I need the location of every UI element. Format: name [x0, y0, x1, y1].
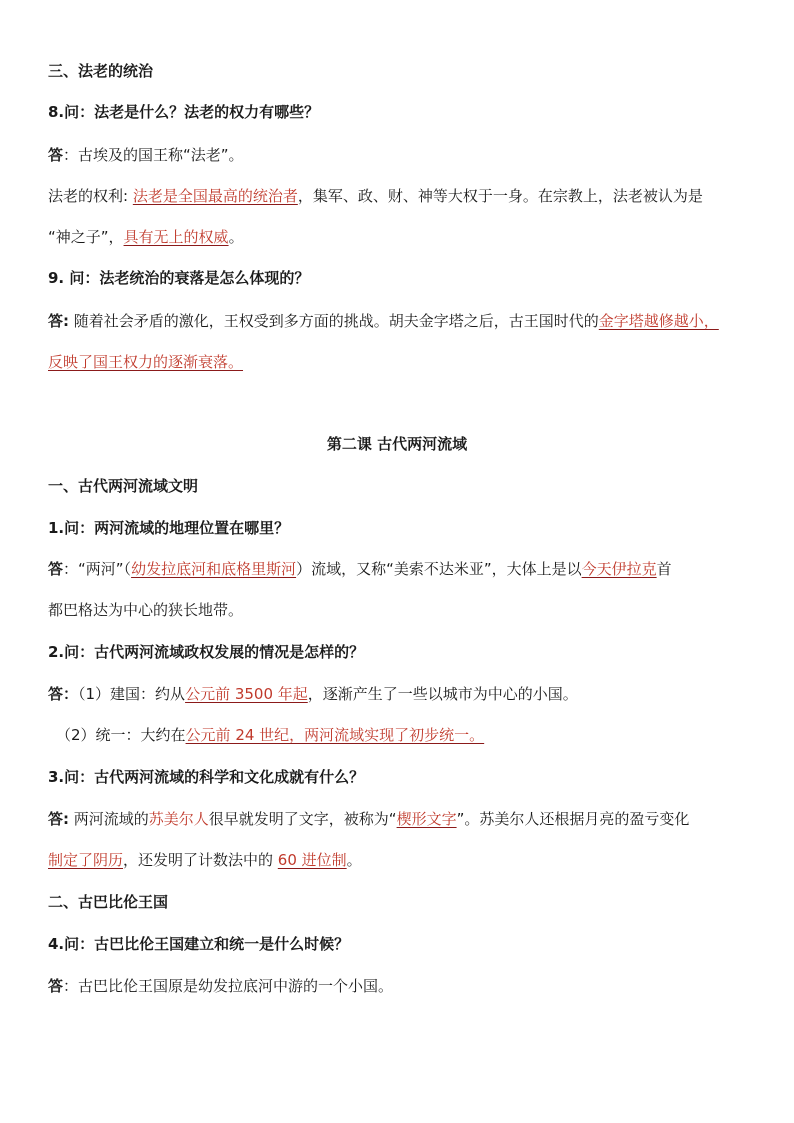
- answer-text: 两河流域的: [69, 810, 149, 828]
- question-3: 3.问：古代两河流域的科学和文化成就有什么？: [48, 768, 365, 786]
- key-point: 公元前 3500 年起: [185, 685, 308, 703]
- answer-text: 。: [228, 228, 244, 246]
- answer-1: [48, 559, 748, 579]
- answer-text: （2）统一：大约在: [56, 726, 186, 744]
- answer-text: 随着社会矛盾的激化，王权受到多方面的挑战。胡夫金字塔之后，古王国时代的: [69, 312, 599, 330]
- key-point: 幼发拉底河和底格里斯河: [131, 560, 297, 578]
- answer-8: [48, 145, 748, 165]
- question-2: 2.问：古代两河流域政权发展的情况是怎样的？: [48, 643, 365, 661]
- section-heading-babylon: 二、古巴比伦王国: [48, 893, 169, 911]
- answer-9-cont: [48, 352, 748, 372]
- answer-8-powers: [48, 186, 748, 206]
- answer-label: 答: [48, 560, 64, 578]
- answer-label: 答: [48, 977, 64, 995]
- question-4: 4.问：古巴比伦王国建立和统一是什么时候？: [48, 935, 350, 953]
- answer-8-divine: [48, 227, 748, 247]
- key-point: 法老是全国最高的统治者: [132, 187, 298, 205]
- answer-9: [48, 311, 748, 331]
- question-8: 8.问：法老是什么？法老的权力有哪些？: [48, 103, 320, 121]
- answer-3-cont: [48, 850, 748, 870]
- key-point: 具有无上的权威: [123, 228, 229, 246]
- key-point: 金字塔越修越小，: [598, 312, 719, 330]
- answer-4: [48, 976, 748, 996]
- question-9: 9. 问：法老统治的衰落是怎么体现的？: [48, 269, 310, 287]
- question-1: 1.问：两河流域的地理位置在哪里？: [48, 519, 290, 537]
- answer-text: ：古埃及的国王称“法老”。: [63, 146, 244, 164]
- key-point: 公元前 24 世纪，两河流域实现了初步统一。: [185, 726, 485, 744]
- key-point: 今天伊拉克: [581, 560, 657, 578]
- answer-text: 首: [656, 560, 672, 578]
- lesson-title: 第二课 古代两河流域: [326, 435, 468, 453]
- answer-text: “神之子”，: [48, 228, 124, 246]
- answer-text: ”。苏美尔人还根据月亮的盈亏变化: [456, 810, 690, 828]
- answer-text: 法老的权利:: [48, 187, 133, 205]
- answer-label: 答:: [48, 810, 69, 828]
- key-point: 60 进位制: [277, 851, 347, 869]
- answer-label: 答：: [48, 685, 79, 703]
- answer-1-cont: 都巴格达为中心的狭长地带。: [48, 601, 244, 619]
- key-point: 反映了国王权力的逐渐衰落。: [48, 353, 244, 371]
- answer-text: ，集军、政、财、神等大权于一身。在宗教上，法老被认为是: [297, 187, 703, 205]
- answer-label: 答:: [48, 312, 69, 330]
- answer-2: [48, 684, 748, 704]
- answer-text: ：“两河”（: [63, 560, 132, 578]
- answer-text: ，还发明了计数法中的: [123, 851, 278, 869]
- answer-text: （1）建国：约从: [78, 685, 186, 703]
- answer-text: ：古巴比伦王国原是幼发拉底河中游的一个小国。: [63, 977, 394, 995]
- section-heading-pharaoh: 三、法老的统治: [48, 62, 154, 80]
- answer-text: ）流域，又称“美索不达米亚”，大体上是以: [296, 560, 582, 578]
- answer-3: [48, 809, 748, 829]
- key-point: 楔形文字: [396, 810, 457, 828]
- answer-text: 。: [346, 851, 362, 869]
- answer-text: ，逐渐产生了一些以城市为中心的小国。: [307, 685, 578, 703]
- key-point: 苏美尔人: [148, 810, 209, 828]
- answer-text: 很早就发明了文字，被称为“: [208, 810, 397, 828]
- key-point: 制定了阴历: [48, 851, 124, 869]
- answer-label: 答: [48, 146, 64, 164]
- answer-2-unification: [56, 725, 748, 745]
- section-heading-civilization: 一、古代两河流域文明: [48, 477, 199, 495]
